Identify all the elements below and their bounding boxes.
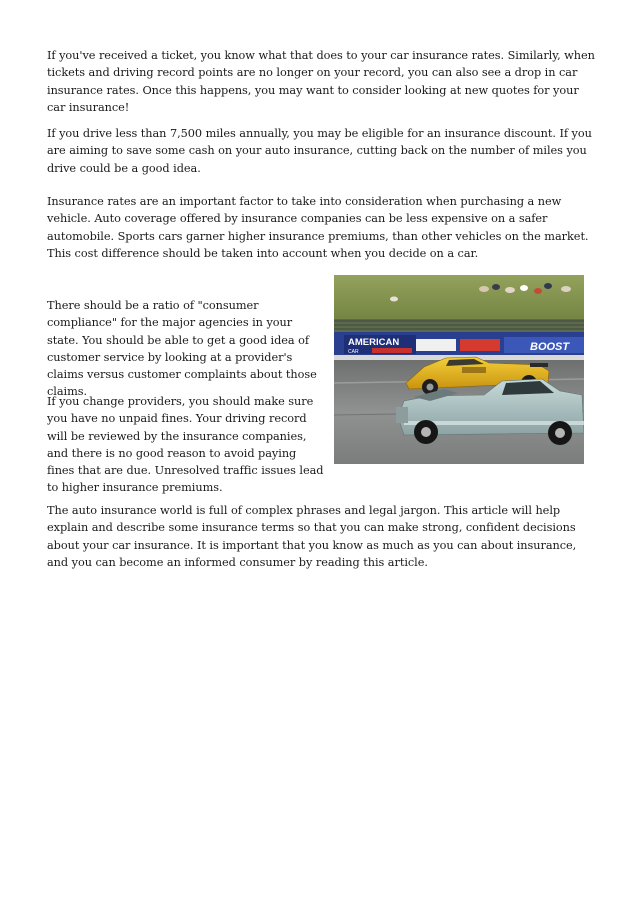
paragraph-insurance-jargon: The auto insurance world is full of complex phrases and legal jargon. This article will help explain and describe some insurance terms so that you can make strong, confident decisions about your car insurance. It is important that you know as much as you can about insurance, and you can become an informed consumer by reading this article. xyxy=(47,504,577,569)
paragraph-ticket-rates: If you've received a ticket, you know what that does to your car insurance rates. Similarly, when tickets and driving record points are no longer on your record, you can also see a drop in car insurance rates. Once this happens, you may want to consider looking at new quotes for your car insurance! xyxy=(47,49,595,114)
banner-right-text: BOOST xyxy=(530,341,570,353)
track-fence xyxy=(334,319,584,333)
drag-race-photo xyxy=(334,275,584,464)
paragraph-unpaid-fines: If you change providers, you should make sure you have no unpaid fines. Your driving record will be reviewed by the insurance companies, and there is no good reason to avoid paying fines that are due. Unresolved traffic issues lead to higher insurance premiums. xyxy=(47,395,324,495)
paragraph-consumer-compliance: There should be a ratio of "consumer compliance" for the major agencies in your state. You should be able to get a good idea of customer service by looking at a provider's claims versus customer complaints about those claims. xyxy=(47,299,317,399)
paragraph-mileage-discount: If you drive less than 7,500 miles annually, you may be eligible for an insurance discount. If you are aiming to save some cash on your auto insurance, cutting back on the number of miles you drive could be a good idea. xyxy=(47,127,592,175)
sponsor-banner-wall xyxy=(334,332,584,360)
banner-left-subtext: CAR xyxy=(348,349,359,355)
paragraph-vehicle-rates: Insurance rates are an important factor to take into consideration when purchasing a new vehicle. Auto coverage offered by insurance companies can be less expensive on a safer automobile. Sports cars garner higher insurance premiums, than other vehicles on the market. This cost difference should be taken into account when you decide on a car. xyxy=(47,195,589,260)
banner-left-text: AMERICAN xyxy=(348,337,400,348)
